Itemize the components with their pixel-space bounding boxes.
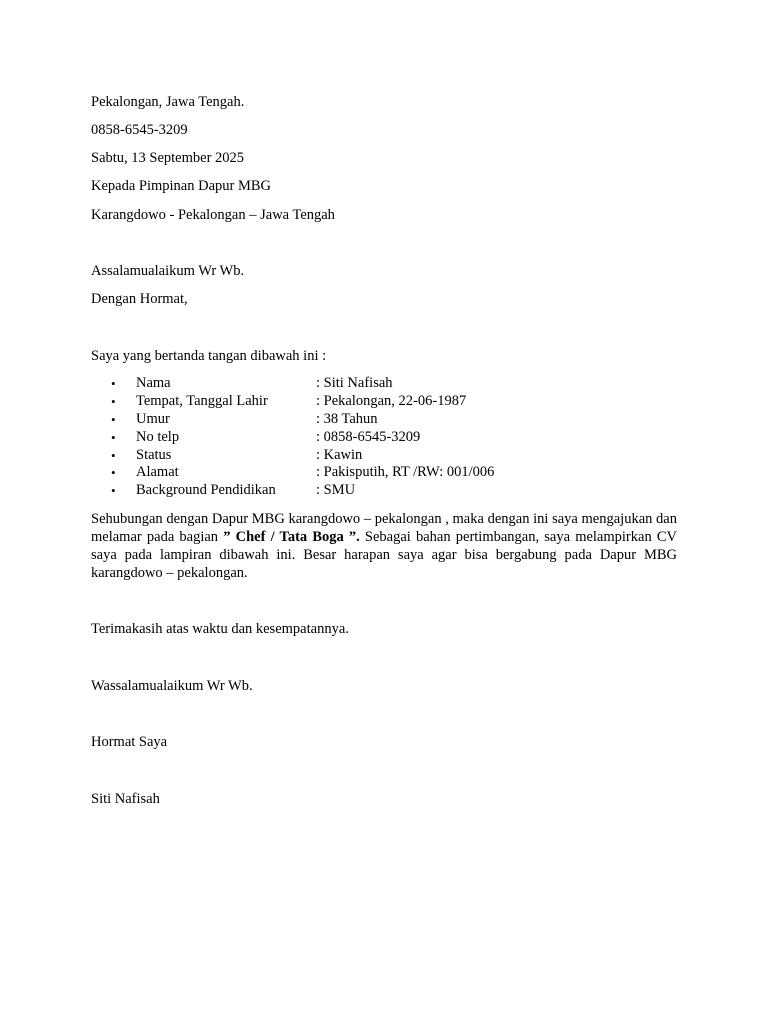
letter-date: Sabtu, 13 September 2025: [91, 150, 245, 166]
applied-position: ” Chef / Tata Boga ”.: [223, 529, 360, 545]
detail-label: Tempat, Tanggal Lahir: [136, 392, 268, 409]
opening-hormat: Dengan Hormat,: [91, 291, 188, 307]
list-item: [91, 375, 677, 393]
application-paragraph: [91, 510, 677, 582]
detail-value: : Pakisputih, RT /RW: 001/006: [316, 464, 495, 481]
sender-phone: 0858-6545-3209: [91, 122, 188, 138]
detail-label: Alamat: [136, 464, 179, 481]
bullet-icon: •: [111, 447, 116, 463]
bullet-icon: •: [111, 483, 116, 499]
detail-label: Nama: [136, 375, 171, 391]
list-item: [91, 429, 677, 447]
bullet-icon: •: [111, 411, 116, 427]
list-item: [91, 447, 677, 465]
recipient-name: Kepada Pimpinan Dapur MBG: [91, 178, 272, 194]
detail-value: : SMU: [316, 482, 356, 499]
opening-salam: Assalamualaikum Wr Wb.: [91, 263, 245, 279]
list-item: [91, 464, 677, 482]
detail-label: Background Pendidikan: [136, 482, 276, 499]
detail-value: : Kawin: [316, 446, 363, 463]
detail-label: Status: [136, 446, 172, 463]
detail-label: No telp: [136, 428, 180, 445]
detail-value: : Pekalongan, 22-06-1987: [316, 392, 467, 409]
letter-page: [91, 0, 677, 1024]
bullet-icon: •: [111, 376, 116, 391]
detail-value: : 0858-6545-3209: [316, 428, 421, 445]
closing-hormat: Hormat Saya: [91, 734, 168, 750]
sender-location: Pekalongan, Jawa Tengah.: [91, 94, 245, 110]
bullet-icon: •: [111, 429, 116, 445]
paragraph-text-1: Sehubungan dengan Dapur MBG karangdowo – pekalongan , maka dengan ini saya mengajukan dan melamar pada bagian: [91, 511, 677, 545]
detail-value: : 38 Tahun: [316, 410, 378, 427]
bullet-icon: •: [111, 393, 116, 409]
detail-label: Umur: [136, 410, 170, 427]
list-item: [91, 393, 677, 411]
list-item: [91, 482, 677, 500]
bullet-icon: •: [111, 465, 116, 481]
recipient-address: Karangdowo - Pekalongan – Jawa Tengah: [91, 207, 335, 223]
intro-statement: Saya yang bertanda tangan dibawah ini :: [91, 348, 327, 364]
closing-salam: Wassalamualaikum Wr Wb.: [91, 678, 253, 694]
personal-details-list: [91, 375, 677, 500]
thanks-line: Terimakasih atas waktu dan kesempatannya.: [91, 621, 349, 637]
list-item: [91, 411, 677, 429]
paragraph-text-2: Sebagai bahan pertimbangan, saya melampirkan CV saya pada lampiran dibawah ini. Besar harapan saya agar bisa bergabung pada Dapur MBG karangdowo – pekalongan.: [91, 529, 677, 581]
signature-name: Siti Nafisah: [91, 791, 160, 807]
detail-value: : Siti Nafisah: [316, 375, 393, 391]
